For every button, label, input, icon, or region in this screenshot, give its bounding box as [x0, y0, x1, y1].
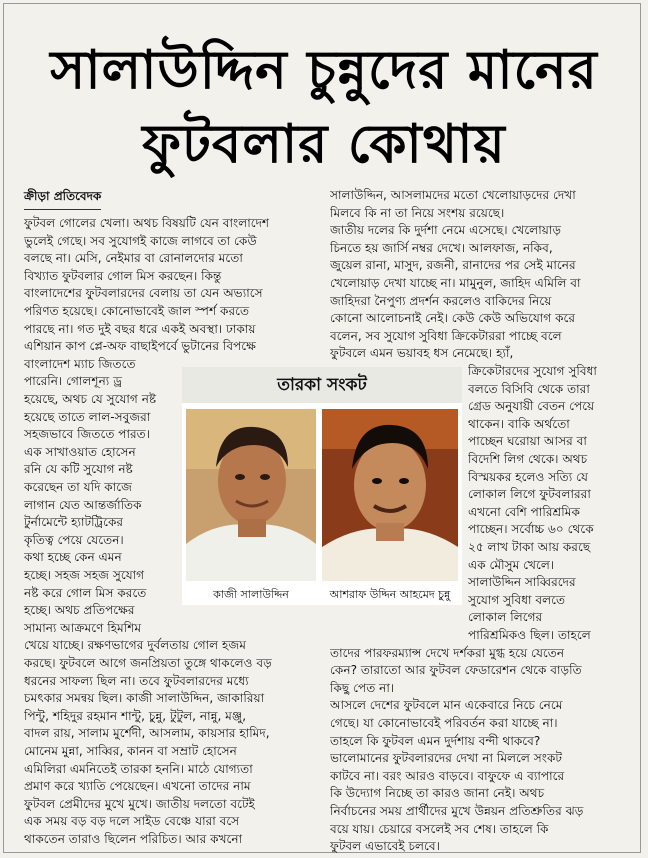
body-text-line: পাচ্ছেন। সর্বোচ্চ ৬০ থেকে — [468, 522, 594, 537]
body-text-line: লোকাল লিগের — [468, 610, 543, 625]
body-text-line: চিনতে হয় জার্সি নম্বর দেখে। আলফাজ, নকিব, — [330, 240, 553, 255]
body-text-line: বলছে না। মেসি, নেইমার বা রোনালদোর মতো — [24, 251, 243, 266]
body-text-line: আসলে দেশের ফুটবলে মান একেবারে নিচে নেমে — [330, 698, 563, 713]
byline: ক্রীড়া প্রতিবেদক — [24, 188, 101, 210]
body-text-line: সহজভাবে জিততে পারত। — [24, 427, 151, 442]
body-text-line: জুয়েল রানা, মাসুদ, রজনী, রানাদের পর সেই মানের — [330, 258, 576, 273]
body-text-line: লোকাল লিগে ফুটবলাররা — [468, 487, 591, 502]
body-text-line: বাংলাদেশের ফুটবলারদের বেলায় তা যেন অভ্যাসে — [24, 286, 263, 301]
portrait-ashraf-uddin-chunnu — [322, 409, 458, 581]
body-text-line: মিলবে কি না তা নিয়ে সংশয় রয়েছে। — [330, 205, 505, 220]
body-text-line: পাচ্ছেন ঘরোয়া আসর বা — [468, 434, 587, 449]
body-text-line: পারছে না। গত দুই বছর ধরে একই অবস্থা। ঢাকায় — [24, 321, 256, 336]
body-text-line: ফুটবল এভাবেই চলবে। — [330, 839, 440, 854]
body-text-line: বিস্ময়কর হলেও সত্যি যে — [468, 469, 588, 484]
body-text-line: ভুলেই গেছে। সব সুযোগই কাজে লাগবে তা কেউ — [24, 233, 257, 248]
body-text-line: ফুটবল গোলের খেলা। অথচ বিষয়টি যেন বাংলাদেশ — [24, 216, 270, 230]
body-text-line: গেছে। যা কোনোভাবেই পরিবর্তন করা যাচ্ছে না। — [330, 716, 558, 730]
body-text-line: কি উদ্যোগ নিচ্ছে তা কারও জানা নেই। অথচ — [330, 786, 545, 801]
body-text-line: কৃতিত্ব পেয়ে যেতেন। — [24, 532, 124, 547]
body-text-line: এশিয়ান কাপ প্লে-অফ বাছাইপর্বে ভুটানের বিপক্ষে — [24, 339, 256, 354]
body-text-line: জাতীয় দলের কি দুর্দশা নেমে এসেছে। খেলোয়াড় — [330, 223, 561, 238]
body-text-line: বলতে বিসিবি থেকে তারা — [468, 381, 590, 396]
body-text-line: থাকেন। বাকি অর্থতো — [468, 416, 570, 431]
body-text-line: ভালোমানের ফুটবলারদের দেখা না মিললে সংকট — [330, 751, 563, 766]
caption-kazi-salauddin: কাজী সালাউদ্দিন — [213, 588, 289, 601]
body-text-line: জাহিদরা নৈপুণ্য প্রদর্শন করলেও বাকিদের নিয়ে — [330, 293, 552, 308]
body-text-line: সুযোগ সুবিধা বলতে — [468, 592, 566, 607]
body-text-line: ফুটবল প্রেমীদের মুখে মুখে। জাতীয় দলতো বটেই — [24, 796, 255, 811]
body-text-line: হচ্ছে। অথচ প্রতিপক্ষের — [24, 603, 135, 618]
portrait-kazi-salauddin — [186, 409, 316, 581]
body-text-line: সালাউদ্দিন সাব্বিরদের — [468, 575, 576, 590]
photo-box-title: তারকা সংকট — [182, 367, 462, 403]
headline-line-2: ফুটবলার কোথায় — [142, 114, 506, 175]
body-text-line: সামান্য আক্রমণে হিমশিম — [24, 620, 142, 635]
body-text-line: ২৫ লাখ টাকা আয় করছে — [468, 540, 591, 554]
body-text-line: টুর্নামেন্টে হ্যাটট্রিকের — [24, 515, 124, 530]
body-text-line: রনি যে কটি সুযোগ নষ্ট — [24, 462, 133, 477]
body-text-line: পিন্টু, শহিদুর রহমান শান্টু, চুন্নু, টুটুল, নান্নু, মঞ্জু, — [24, 708, 247, 723]
body-text-line: করেছেন তা যদি কাজে — [24, 480, 132, 494]
body-text-line: এক মৌসুম খেলে। — [468, 557, 555, 572]
body-text-line: কথা হচ্ছে কেন এমন — [24, 550, 122, 565]
body-text-line: এক সাখাওয়াত হোসেন — [24, 444, 136, 459]
body-text-line: তাদের পারফরম্যান্স দেখে দর্শকরা মুগ্ধ হয়ে যেতেন — [330, 645, 565, 660]
body-text-line: খেয়ে যাচ্ছে। রক্ষণভাগের দুর্বলতায় গোল হজম — [24, 638, 246, 653]
body-text-line: বয়ে যায়। চেয়ারে বসলেই সব শেষ। তাহলে কি — [330, 821, 549, 836]
body-text-line: পরিণত হয়েছে। কোনোভাবেই জাল স্পর্শ করতে — [24, 304, 250, 318]
body-text-line: পারেনি। গোলশূন্য ড্র — [24, 374, 123, 389]
body-text-line: বলেন, সব সুযোগ সুবিধা ক্রিকেটাররা পাচ্ছে বলে — [330, 328, 562, 343]
body-text-line: হয়েছে তাতে লাল-সবুজরা — [24, 409, 151, 424]
body-text-line: মোনেম মুন্না, সাব্বির, কানন বা সম্রাট হোসেন — [24, 744, 237, 758]
body-text-line: বিদেশি লিগ থেকে। অথচ — [468, 452, 588, 466]
body-text-line: এখনো বেশি পারিশ্রমিক — [468, 504, 580, 519]
body-text-line: প্রমাণ করে খ্যাতি পেয়েছেন। এখনো তাদের নাম — [24, 779, 251, 794]
body-text-line: নির্বাচনের সময় প্রার্থীদের মুখে উন্নয়ন প্রতিশ্রুতির ঝড় — [330, 804, 584, 818]
body-text-line: বিখ্যাত ফুটবলার গোল মিস করছেন। কিন্তু — [24, 268, 222, 283]
body-text-line: হয়েছে, অথচ যে সুযোগ নষ্ট — [24, 392, 157, 406]
body-text-line: ক্রিকেটারদের সুযোগ সুবিধা — [468, 364, 597, 378]
body-text-line: হচ্ছে। সহজ সহজ সুযোগ — [24, 568, 145, 582]
body-text-line: ফুটবলে এমন ভয়াবহ ধস নেমেছে। হ্যাঁ, — [330, 346, 514, 361]
body-text-line: থাকতেন তারাও ছিলেন পরিচিত। আর কখনো — [24, 832, 243, 846]
body-text-line: কাটবে না। বরং আরও বাড়বে। বাফুফে এ ব্যাপারে — [330, 768, 565, 783]
body-text-line: এক সময় বড় বড় দলে সাইড বেঞ্চে যারা বসে — [24, 814, 240, 829]
body-text-line: পারিশ্রমিকও ছিল। তাহলে — [468, 628, 591, 642]
body-text-line: চমৎকার সমন্বয় ছিল। কাজী সালাউদ্দিন, জাকারিয়া — [24, 691, 265, 706]
body-text-line: করছে। ফুটবলে আগে জনপ্রিয়তা তুঙ্গে থাকলেও বড় — [24, 656, 272, 670]
body-text-line: কেন? তারাতো আর ফুটবল ফেডারেশন থেকে বাড়তি — [330, 663, 582, 678]
body-text-line: গ্রেড অনুযায়ী বেতন পেয়ে — [468, 399, 595, 414]
body-text-line: লাগান যেত আন্তর্জাতিক — [24, 497, 142, 512]
body-text-line: কিছু পেত না। — [330, 680, 395, 695]
body-text-line: তাহলে কি ফুটবল এমন দুর্দশায় বন্দী থাকবে? — [330, 733, 541, 748]
headline-line-1: সালাউদ্দিন চুন্নুদের মানের — [50, 40, 598, 101]
body-text-line: বাদল রায়, সালাম মুর্শেদী, আসলাম, কায়সার হামিদ, — [24, 726, 270, 741]
body-text-line: সালাউদ্দিন, আসলামদের মতো খেলোয়াড়দের দেখা — [330, 188, 576, 202]
body-text-line: এমিলিরা এমনিতেই তারকা হননি। মাঠে যোগ্যতা — [24, 761, 253, 776]
caption-ashraf-uddin-chunnu: আশরাফ উদ্দিন আহমেদ চুন্নু — [329, 588, 451, 601]
body-text-line: খেলোয়াড় দেখা যাচ্ছে না। মামুনুল, জাহিদ এমিলি বা — [330, 276, 581, 290]
body-text-line: ধরনের সাফল্য ছিল না। তবে ফুটবলারদের মধ্যে — [24, 673, 249, 688]
body-text-line: নষ্ট করে গোল মিস করতে — [24, 585, 147, 600]
body-text-line: বাংলাদেশ ম্যাচ জিততে — [24, 356, 136, 371]
body-text-line: কোনো আলোচনাই নেই। কেউ কেউ অভিযোগ করে — [330, 311, 576, 326]
